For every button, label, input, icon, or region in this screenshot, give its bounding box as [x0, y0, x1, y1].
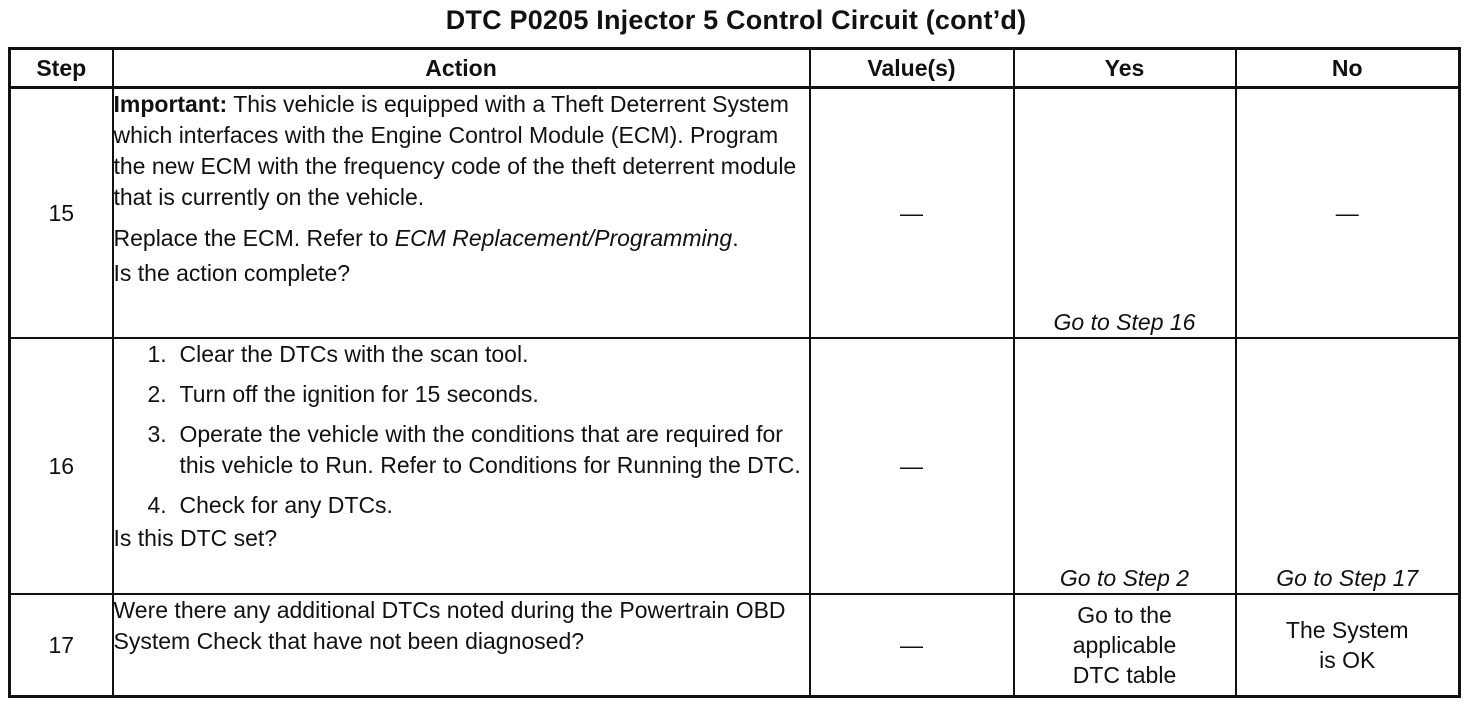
- step-number: 17: [10, 594, 113, 697]
- header-values: Value(s): [810, 49, 1014, 88]
- list-item-number: 2.: [147, 381, 167, 407]
- important-note: [114, 89, 809, 213]
- replace-instruction: [114, 223, 809, 254]
- action-question: Is this DTC set?: [113, 525, 278, 551]
- list-item: [148, 379, 809, 410]
- replace-text: Replace the ECM. Refer to: [113, 225, 395, 251]
- procedure-list: [114, 339, 809, 521]
- diagnostic-table: [8, 47, 1461, 698]
- table-row: [10, 594, 1460, 697]
- no-cell: Go to Step 17: [1236, 338, 1460, 594]
- list-item-number: 4.: [147, 492, 167, 518]
- replace-end: .: [732, 225, 739, 251]
- table-row: [10, 88, 1460, 339]
- replace-reference: ECM Replacement/Programming: [394, 225, 733, 251]
- yes-line: Go to the: [1077, 602, 1172, 628]
- table-row: [10, 338, 1460, 594]
- yes-cell: [1014, 594, 1236, 697]
- list-item: [148, 490, 809, 521]
- header-action: Action: [113, 49, 810, 88]
- list-item: [148, 339, 809, 370]
- step-number: 16: [10, 338, 113, 594]
- value-cell: —: [810, 594, 1014, 697]
- no-line: is OK: [1319, 647, 1376, 673]
- action-cell: [113, 338, 810, 594]
- list-item-text: Turn off the ignition for 15 seconds.: [179, 381, 539, 407]
- header-step: Step: [10, 49, 113, 88]
- value-cell: —: [810, 338, 1014, 594]
- action-question: Is the action complete?: [113, 260, 351, 286]
- table-header-row: [10, 49, 1460, 88]
- important-label: Important:: [113, 91, 228, 117]
- page-title: DTC P0205 Injector 5 Control Circuit (cont’d): [445, 5, 1027, 35]
- list-item-text: Clear the DTCs with the scan tool.: [179, 341, 529, 367]
- yes-cell: Go to Step 16: [1014, 88, 1236, 339]
- no-cell: [1236, 594, 1460, 697]
- yes-cell: Go to Step 2: [1014, 338, 1236, 594]
- action-cell: [113, 88, 810, 339]
- no-line: The System: [1285, 617, 1409, 643]
- step-number: 15: [10, 88, 113, 339]
- header-yes: Yes: [1014, 49, 1236, 88]
- value-cell: —: [810, 88, 1014, 339]
- list-item-number: 1.: [147, 341, 167, 367]
- list-item: [148, 419, 809, 481]
- header-no: No: [1236, 49, 1460, 88]
- important-text: This vehicle is equipped with a Theft Deterrent System which interfaces with the Engine Control Module (ECM). Program the new ECM with the frequency code of the theft deterrent module that is currently on the vehicle.: [113, 91, 797, 210]
- list-item-text: Check for any DTCs.: [179, 492, 393, 518]
- no-cell: —: [1236, 88, 1460, 339]
- yes-line: applicable: [1072, 632, 1177, 658]
- list-item-number: 3.: [147, 421, 167, 447]
- yes-line: DTC table: [1072, 662, 1177, 688]
- list-item-text: Operate the vehicle with the conditions that are required for this vehicle to Run. Refer to Conditions for Running the DTC.: [179, 421, 801, 478]
- action-cell: Were there any additional DTCs noted during the Powertrain OBD System Check that have not been diagnosed?: [113, 594, 810, 697]
